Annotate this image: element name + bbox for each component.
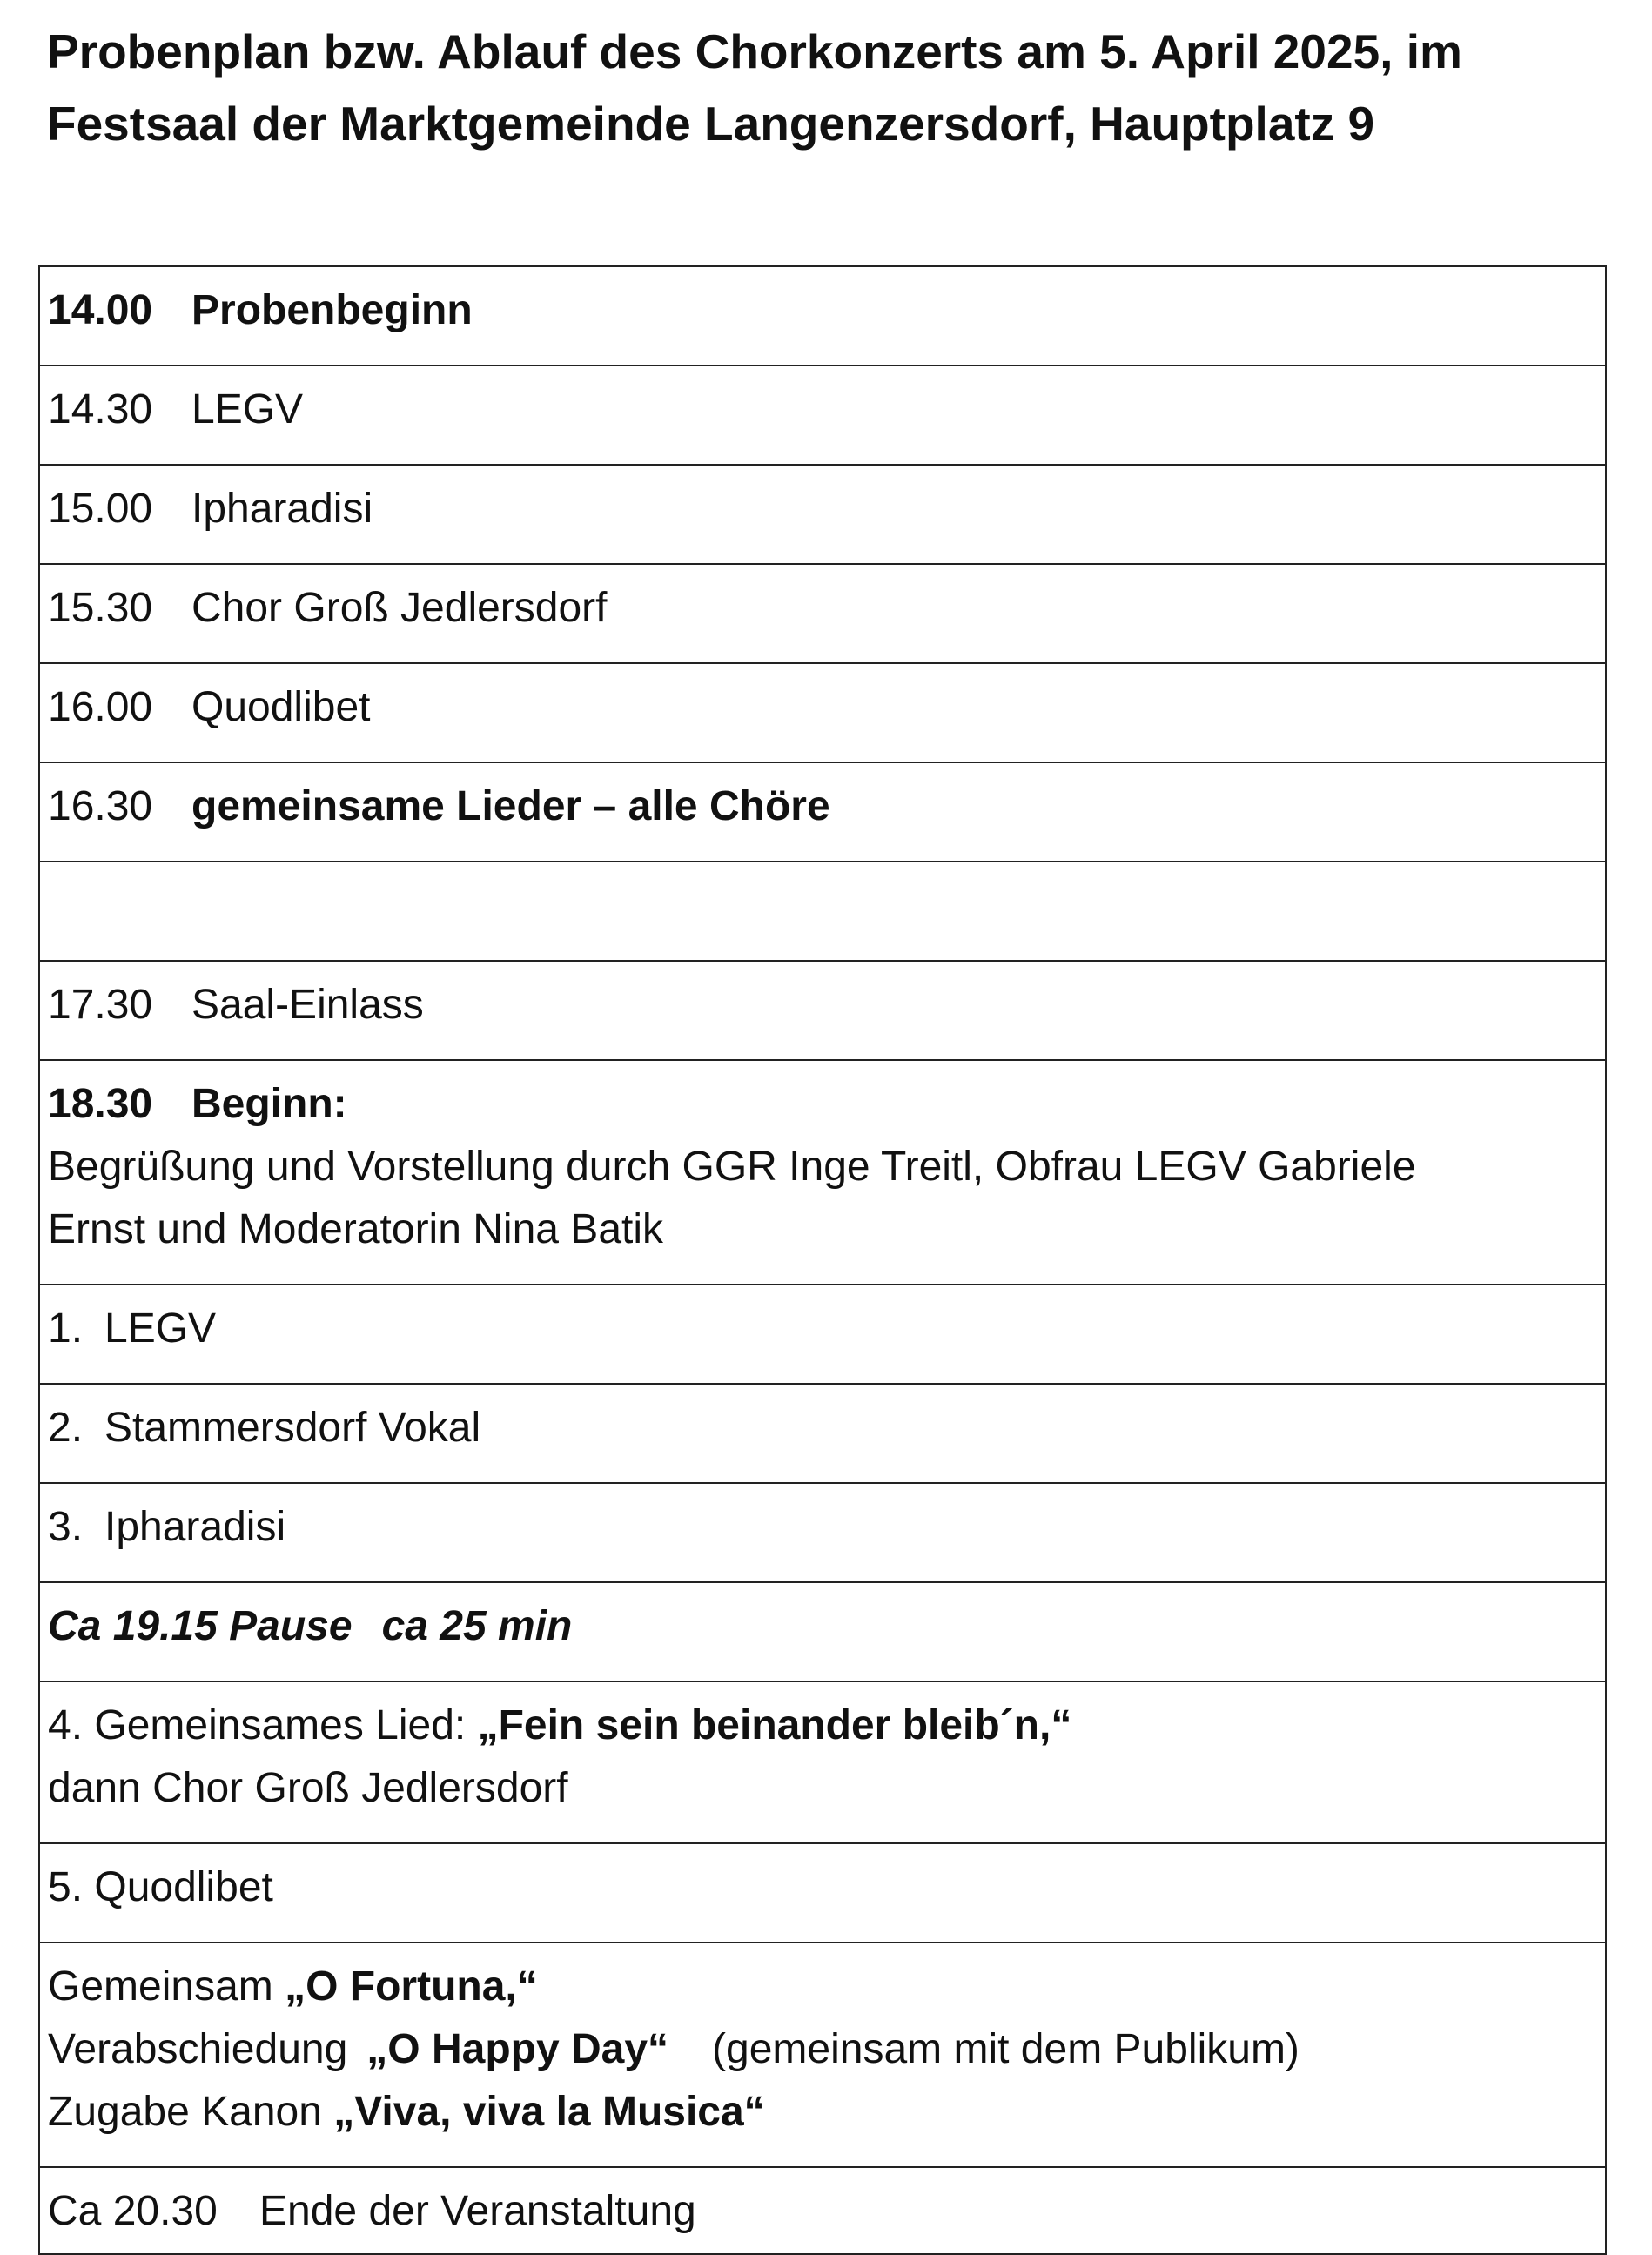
table-row-empty bbox=[39, 862, 1606, 961]
schedule-cell bbox=[39, 2167, 1606, 2254]
row-label: Ipharadisi bbox=[191, 486, 373, 532]
row-label: Stammersdorf Vokal bbox=[104, 1405, 481, 1451]
row-note: (gemeinsam mit dem Publikum) bbox=[712, 2026, 1299, 2072]
row-description-line: Ernst und Moderatorin Nina Batik bbox=[48, 1206, 664, 1252]
table-row bbox=[39, 762, 1606, 862]
schedule-cell bbox=[39, 465, 1606, 564]
table-row bbox=[39, 2167, 1606, 2254]
row-label: Verabschiedung bbox=[48, 2026, 348, 2072]
schedule-cell bbox=[39, 366, 1606, 465]
document-title bbox=[47, 16, 1614, 160]
schedule-cell bbox=[39, 1681, 1606, 1843]
table-row bbox=[39, 1285, 1606, 1384]
row-label: 5. Quodlibet bbox=[48, 1864, 273, 1910]
table-row bbox=[39, 1483, 1606, 1582]
row-label: Ende der Veranstaltung bbox=[259, 2188, 696, 2234]
table-row bbox=[39, 1843, 1606, 1943]
schedule-cell bbox=[39, 1843, 1606, 1943]
row-label: LEGV bbox=[191, 386, 304, 433]
table-row bbox=[39, 266, 1606, 366]
pause-duration: ca 25 min bbox=[381, 1603, 573, 1649]
row-label: Saal-Einlass bbox=[191, 982, 424, 1028]
row-time: 18.30 bbox=[48, 1081, 153, 1127]
row-time: 16.00 bbox=[48, 684, 153, 730]
schedule-cell bbox=[39, 862, 1606, 961]
song-title: „Fein sein beinander bleib´n,“ bbox=[477, 1702, 1072, 1748]
table-row bbox=[39, 663, 1606, 762]
schedule-cell bbox=[39, 1582, 1606, 1681]
row-number: 1. bbox=[48, 1305, 84, 1352]
row-time: 14.00 bbox=[48, 287, 153, 333]
row-time: 15.00 bbox=[48, 486, 153, 532]
table-row bbox=[39, 465, 1606, 564]
row-label: Ipharadisi bbox=[104, 1504, 286, 1550]
row-description-line: Begrüßung und Vorstellung durch GGR Inge Treitl, Obfrau LEGV Gabriele bbox=[48, 1144, 1416, 1190]
row-time: Ca 20.30 bbox=[48, 2188, 218, 2234]
row-label: Beginn: bbox=[191, 1081, 347, 1127]
table-row bbox=[39, 1943, 1606, 2167]
song-title: „O Fortuna,“ bbox=[285, 1963, 538, 2010]
row-label: 4. Gemeinsames Lied: bbox=[48, 1702, 467, 1748]
row-time: 16.30 bbox=[48, 783, 153, 829]
row-label: Quodlibet bbox=[191, 684, 371, 730]
row-label: Zugabe Kanon bbox=[48, 2089, 322, 2135]
table-row bbox=[39, 366, 1606, 465]
title-line-1: Probenplan bzw. Ablauf des Chorkonzerts am 5. April 2025, im bbox=[47, 24, 1462, 78]
song-title: „O Happy Day“ bbox=[366, 2026, 669, 2072]
row-label: Gemeinsam bbox=[48, 1963, 273, 2010]
schedule-cell bbox=[39, 266, 1606, 366]
row-number: 3. bbox=[48, 1504, 84, 1550]
schedule-cell bbox=[39, 762, 1606, 862]
row-time: 15.30 bbox=[48, 585, 153, 631]
table-row bbox=[39, 564, 1606, 663]
schedule-cell bbox=[39, 1483, 1606, 1582]
song-title: „Viva, viva la Musica“ bbox=[333, 2089, 765, 2135]
schedule-cell bbox=[39, 1384, 1606, 1483]
table-row bbox=[39, 1060, 1606, 1285]
schedule-table bbox=[38, 265, 1607, 2255]
schedule-cell bbox=[39, 663, 1606, 762]
row-label: gemeinsame Lieder – alle Chöre bbox=[191, 783, 830, 829]
schedule-cell bbox=[39, 564, 1606, 663]
table-row bbox=[39, 1681, 1606, 1843]
row-time: 17.30 bbox=[48, 982, 153, 1028]
table-row bbox=[39, 1582, 1606, 1681]
row-description-line: dann Chor Groß Jedlersdorf bbox=[48, 1765, 568, 1811]
row-label: Probenbeginn bbox=[191, 287, 473, 333]
row-time: 14.30 bbox=[48, 386, 153, 433]
schedule-cell bbox=[39, 1943, 1606, 2167]
schedule-cell bbox=[39, 961, 1606, 1060]
table-row bbox=[39, 961, 1606, 1060]
title-line-2: Festsaal der Marktgemeinde Langenzersdorf, Hauptplatz 9 bbox=[47, 97, 1375, 151]
row-label: Chor Groß Jedlersdorf bbox=[191, 585, 608, 631]
row-label: LEGV bbox=[104, 1305, 217, 1352]
row-number: 2. bbox=[48, 1405, 84, 1451]
schedule-cell bbox=[39, 1060, 1606, 1285]
schedule-cell bbox=[39, 1285, 1606, 1384]
pause-label: Ca 19.15 Pause bbox=[48, 1603, 353, 1649]
table-row bbox=[39, 1384, 1606, 1483]
